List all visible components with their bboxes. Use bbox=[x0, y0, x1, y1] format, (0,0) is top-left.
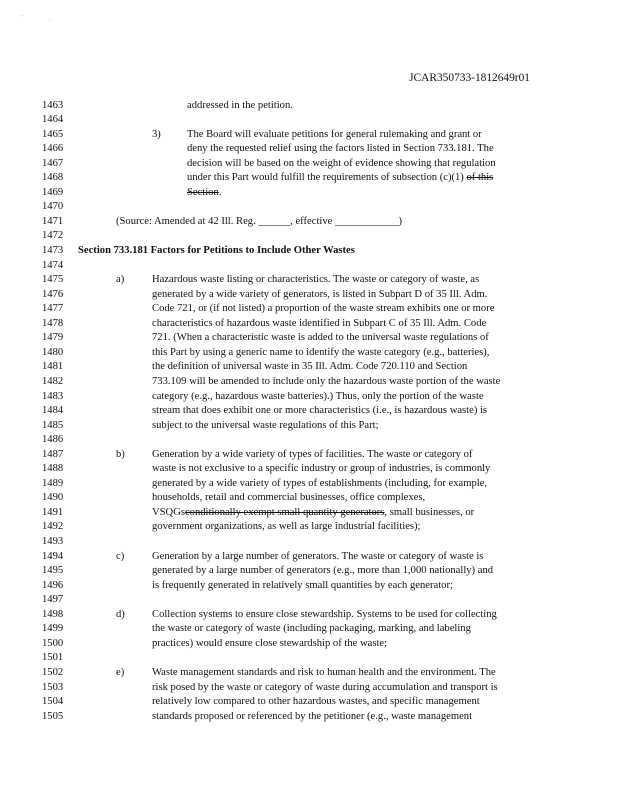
line-number: 1487 bbox=[42, 448, 64, 460]
line-text bbox=[152, 376, 500, 387]
document-line bbox=[0, 565, 618, 579]
text-segment: addressed in the petition. bbox=[187, 99, 293, 111]
line-text bbox=[152, 289, 487, 300]
line-number: 1471 bbox=[42, 215, 64, 227]
document-line bbox=[0, 361, 618, 375]
text-segment: government organizations, as well as large industrial facilities); bbox=[152, 521, 421, 533]
line-text bbox=[152, 391, 484, 402]
line-text bbox=[152, 492, 425, 503]
document-line bbox=[0, 347, 618, 361]
subsection-marker: b) bbox=[116, 448, 125, 460]
line-number: 1478 bbox=[42, 317, 64, 329]
line-text bbox=[78, 245, 355, 256]
line-number: 1463 bbox=[42, 99, 64, 111]
line-number: 1480 bbox=[42, 346, 64, 358]
document-line bbox=[0, 129, 618, 143]
line-number: 1485 bbox=[42, 419, 64, 431]
document-line bbox=[0, 201, 618, 215]
line-text bbox=[152, 682, 498, 693]
document-line bbox=[0, 551, 618, 565]
line-text bbox=[152, 478, 487, 489]
line-text bbox=[152, 623, 471, 634]
line-number: 1501 bbox=[42, 652, 64, 664]
line-number: 1483 bbox=[42, 390, 64, 402]
line-text bbox=[152, 507, 474, 518]
line-text bbox=[152, 303, 494, 314]
text-segment: waste is not exclusive to a specific industry or group of industries, is commonly bbox=[152, 463, 491, 475]
text-segment: deny the requested relief using the factors listed in Section 733.181. The bbox=[187, 143, 494, 155]
line-number: 1482 bbox=[42, 375, 64, 387]
line-text bbox=[152, 565, 493, 576]
text-segment: subject to the universal waste regulations of this Part; bbox=[152, 419, 379, 431]
document-line bbox=[0, 652, 618, 666]
document-line bbox=[0, 492, 618, 506]
text-segment: risk posed by the waste or category of waste during accumulation and transport is bbox=[152, 681, 498, 693]
document-id: JCAR350733-1812649r01 bbox=[409, 72, 530, 84]
document-line bbox=[0, 434, 618, 448]
text-segment: (Source: Amended at 42 Ill. Reg. ______, effective ____________) bbox=[116, 215, 403, 227]
text-segment: is frequently generated in relatively small quantities by each generator; bbox=[152, 579, 453, 591]
line-number: 1468 bbox=[42, 172, 64, 184]
line-number: 1466 bbox=[42, 143, 64, 155]
line-number: 1467 bbox=[42, 157, 64, 169]
document-line bbox=[0, 332, 618, 346]
line-number: 1473 bbox=[42, 245, 64, 256]
text-segment: characteristics of hazardous waste identified in Subpart C of 35 Ill. Adm. Code bbox=[152, 317, 487, 329]
line-number: 1474 bbox=[42, 259, 64, 271]
line-number: 1492 bbox=[42, 521, 64, 533]
heading-text: Section 733.181 Factors for Petitions to Include Other Wastes bbox=[78, 245, 355, 256]
line-text bbox=[152, 667, 496, 678]
document-line bbox=[0, 420, 618, 434]
text-segment: category (e.g., hazardous waste batteries).) Thus, only the portion of the waste bbox=[152, 390, 484, 402]
document-line bbox=[0, 580, 618, 594]
text-segment: generated by a wide variety of types of establishments (including, for example, bbox=[152, 477, 488, 489]
line-number: 1475 bbox=[42, 274, 64, 286]
text-segment: generated by a large number of generators (e.g., more than 1,000 nationally) and bbox=[152, 565, 494, 577]
document-line bbox=[0, 289, 618, 303]
document-line bbox=[0, 260, 618, 274]
line-number: 1486 bbox=[42, 434, 64, 446]
line-number: 1497 bbox=[42, 594, 64, 606]
line-number: 1502 bbox=[42, 666, 64, 678]
document-line bbox=[0, 638, 618, 652]
document-line bbox=[0, 711, 618, 725]
line-number: 1489 bbox=[42, 477, 64, 489]
text-segment: . bbox=[218, 186, 222, 198]
text-segment: Generation by a wide variety of types of facilities. The waste or category of bbox=[152, 448, 473, 460]
document-line bbox=[0, 478, 618, 492]
line-text bbox=[152, 347, 489, 358]
line-number: 1481 bbox=[42, 361, 64, 373]
document-line bbox=[0, 230, 618, 244]
document-line bbox=[0, 187, 618, 201]
line-text bbox=[152, 711, 472, 722]
line-number: 1477 bbox=[42, 303, 64, 315]
document-line bbox=[0, 594, 618, 608]
text-segment: relatively low compared to other hazardous wastes, and specific management bbox=[152, 696, 480, 708]
document-line bbox=[0, 303, 618, 317]
text-segment: , small businesses, or bbox=[384, 506, 475, 518]
line-number: 1498 bbox=[42, 608, 64, 620]
document-line bbox=[0, 158, 618, 172]
document-line bbox=[0, 609, 618, 623]
line-number: 1500 bbox=[42, 637, 64, 649]
line-number: 1495 bbox=[42, 565, 64, 577]
line-number: 1494 bbox=[42, 550, 64, 562]
line-number: 1469 bbox=[42, 186, 64, 198]
text-segment: Code 721, or (if not listed) a proportion of the waste stream exhibits one or more bbox=[152, 303, 495, 315]
line-number: 1476 bbox=[42, 288, 64, 300]
document-line bbox=[0, 463, 618, 477]
document-line bbox=[0, 172, 618, 186]
line-text bbox=[152, 638, 387, 649]
text-segment: the waste or category of waste (including packaging, marking, and labeling bbox=[152, 623, 471, 635]
document-line bbox=[0, 245, 618, 259]
line-text bbox=[152, 318, 486, 329]
subsection-marker: e) bbox=[116, 666, 125, 678]
line-text bbox=[187, 143, 494, 154]
line-text bbox=[152, 449, 472, 460]
text-segment: VSQGs bbox=[152, 506, 185, 518]
line-text bbox=[152, 696, 480, 707]
line-number: 1488 bbox=[42, 463, 64, 475]
struck-text: conditionally exempt small quantity generators bbox=[184, 506, 385, 518]
line-text bbox=[152, 609, 497, 620]
document-line bbox=[0, 667, 618, 681]
text-segment: the definition of universal waste in 35 Ill. Adm. Code 720.110 and Section bbox=[152, 361, 468, 373]
document-line bbox=[0, 521, 618, 535]
document-line bbox=[0, 696, 618, 710]
subsection-marker: d) bbox=[116, 608, 125, 620]
line-number: 1490 bbox=[42, 492, 64, 504]
document-line bbox=[0, 507, 618, 521]
document-line bbox=[0, 391, 618, 405]
struck-text: Section bbox=[187, 186, 219, 198]
line-text bbox=[116, 216, 402, 227]
line-text bbox=[187, 100, 293, 111]
line-text bbox=[152, 274, 479, 285]
subsection-marker: a) bbox=[116, 274, 125, 286]
text-segment: Generation by a large number of generators. The waste or category of waste is bbox=[152, 550, 484, 562]
subsection-marker: c) bbox=[116, 550, 125, 562]
text-segment: under this Part would fulfill the requirements of subsection (c)(1) bbox=[187, 172, 467, 184]
document-line bbox=[0, 143, 618, 157]
text-segment: practices) would ensure close stewardship of the waste; bbox=[152, 637, 388, 649]
document-line bbox=[0, 216, 618, 230]
document-line bbox=[0, 623, 618, 637]
text-segment: Collection systems to ensure close stewardship. Systems to be used for collecting bbox=[152, 608, 497, 620]
struck-text: of this bbox=[466, 172, 494, 184]
text-segment: 721. (When a characteristic waste is added to the universal waste regulations of bbox=[152, 332, 489, 344]
text-segment: this Part by using a generic name to identify the waste category (e.g., batteries), bbox=[152, 346, 490, 358]
line-number: 1503 bbox=[42, 681, 64, 693]
line-text bbox=[187, 187, 221, 198]
line-text bbox=[152, 420, 379, 431]
subsection-marker: 3) bbox=[152, 128, 161, 140]
line-number: 1493 bbox=[42, 536, 64, 547]
text-segment: households, retail and commercial businesses, office complexes, bbox=[152, 492, 426, 504]
document-line bbox=[0, 682, 618, 696]
document-line bbox=[0, 100, 618, 114]
line-text bbox=[152, 551, 483, 562]
line-text bbox=[152, 361, 467, 372]
line-number: 1479 bbox=[42, 332, 64, 344]
line-number: 1484 bbox=[42, 405, 64, 417]
text-segment: standards proposed or referenced by the petitioner (e.g., waste management bbox=[152, 710, 473, 722]
document-line bbox=[0, 376, 618, 390]
line-number: 1505 bbox=[42, 710, 64, 722]
line-text bbox=[152, 463, 490, 474]
line-number: 1499 bbox=[42, 623, 64, 635]
document-line bbox=[0, 114, 618, 128]
text-segment: The Board will evaluate petitions for general rulemaking and grant or bbox=[187, 128, 482, 140]
line-text bbox=[187, 129, 482, 140]
line-text bbox=[152, 580, 453, 591]
line-text bbox=[152, 521, 421, 532]
text-segment: Hazardous waste listing or characteristics. The waste or category of waste, as bbox=[152, 274, 480, 286]
line-number: 1472 bbox=[42, 230, 64, 242]
document-line bbox=[0, 274, 618, 288]
line-text bbox=[152, 332, 489, 343]
line-number: 1504 bbox=[42, 696, 64, 708]
document-line bbox=[0, 405, 618, 419]
text-segment: stream that does exhibit one or more characteristics (i.e., is hazardous waste) is bbox=[152, 405, 488, 417]
line-text bbox=[187, 158, 496, 169]
text-segment: Waste management standards and risk to human health and the environment. The bbox=[152, 666, 496, 678]
document-line bbox=[0, 449, 618, 463]
document-line bbox=[0, 536, 618, 550]
line-text bbox=[152, 405, 487, 416]
document-line bbox=[0, 318, 618, 332]
line-number: 1464 bbox=[42, 114, 64, 126]
scan-corner-marks: ' . bbox=[22, 14, 63, 22]
line-number: 1465 bbox=[42, 128, 64, 140]
text-segment: generated by a wide variety of generators, is listed in Subpart D of 35 Ill. Adm. bbox=[152, 288, 488, 300]
line-number: 1496 bbox=[42, 579, 64, 591]
line-number: 1470 bbox=[42, 201, 64, 213]
line-number: 1491 bbox=[42, 506, 64, 518]
text-segment: 733.109 will be amended to include only the hazardous waste portion of the waste bbox=[152, 375, 501, 387]
line-text bbox=[187, 172, 493, 183]
text-segment: decision will be based on the weight of evidence showing that regulation bbox=[187, 157, 496, 169]
